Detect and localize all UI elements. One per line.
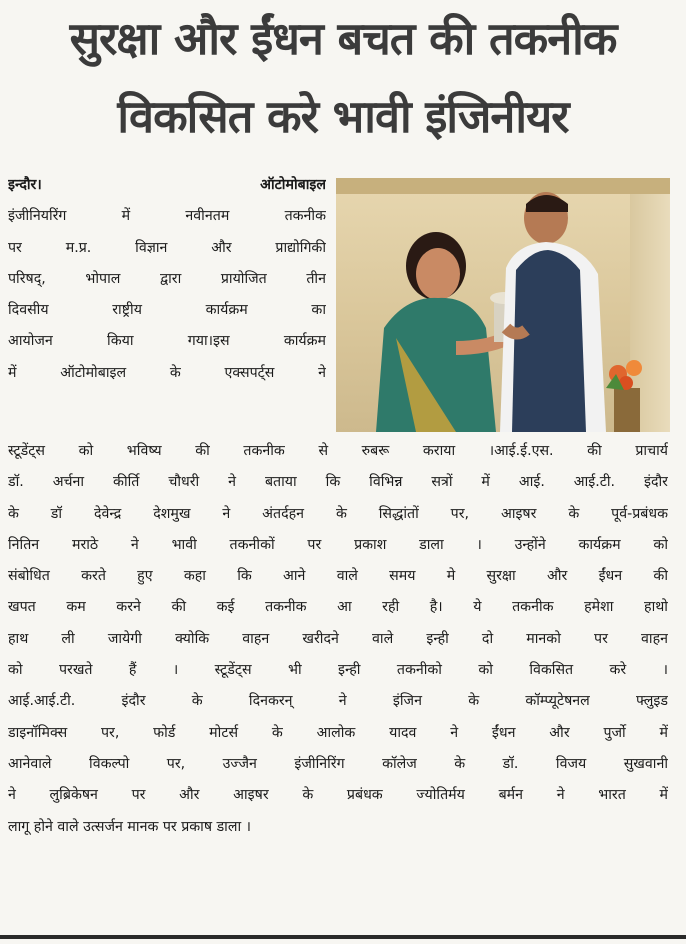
article-line: नितिन मराठे ने भावी तकनीकों पर प्रकाश डाला । उन्होंने कार्यक्रम को [8,536,668,553]
flower-vase [606,360,642,432]
article-line: डॉ. अर्चना कीर्ति चौधरी ने बताया कि विभिन्न सत्रों में आई. आई.टी. इंदौर [8,474,668,491]
bottom-rule [0,935,686,939]
article-line-last: लागू होने वाले उत्सर्जन मानक पर प्रकाष डाला । [8,818,252,835]
article-column-text [8,170,326,389]
article-line: खपत कम करने की कई तकनीक आ रही है। ये तकनीक हमेशा हाथो [8,599,668,616]
article-line: पर म.प्र. विज्ञान और प्राद्योगिकी [8,239,326,256]
article-line: आयोजन किया गया।इस कार्यक्रम [8,333,326,350]
man-figure [500,192,606,432]
article-full-text [8,436,668,843]
article-line: ने लुब्रिकेषन पर और आइषर के प्रबंधक ज्योतिर्मय बर्मन ने भारत में [8,787,668,804]
article-line: इन्दौर। ऑटोमोबाइल [8,177,326,193]
article-line: संबोधित करते हुए कहा कि आने वाले समय मे सुरक्षा और ईंधन की [8,568,668,585]
article-line: को परखते हैं । स्टूडेंट्स भी इन्ही तकनीको को विकसित करे । [8,662,668,679]
article-line: आनेवाले विकल्पो पर, उज्जैन इंजीनिरिंग कॉलेज के डॉ. विजय सुखवानी [8,755,668,772]
photo-scene [336,178,670,432]
article-line: डाइनॉमिक्स पर, फोर्ड मोटर्स के आलोक यादव ने ईंधन और पुर्जो में [8,724,668,741]
article-line: आई.आई.टी. इंदौर के दिनकरन् ने इंजिन के कॉम्प्यूटेषनल फ्लुइड [8,693,668,710]
event-photo [336,178,670,432]
article-line: के डॉ देवेन्द्र देशमुख ने अंतर्दहन के सिद्धांतों पर, आइषर के पूर्व-प्रबंधक [8,505,668,522]
article-line: दिवसीय राष्ट्रीय कार्यक्रम का [8,302,326,319]
headline-line-1: सुरक्षा और ईंधन बचत की तकनीक [69,12,617,65]
woman-figure [376,232,508,432]
article-line: में ऑटोमोबाइल के एक्सपर्ट्स ने [8,364,326,381]
headline-line-2: विकसित करे भावी इंजिनीयर [117,90,569,143]
article-line: परिषद्, भोपाल द्वारा प्रायोजित तीन [8,270,326,287]
article-line: स्टूडेंट्स को भविष्य की तकनीक से रुबरू कराया ।आई.ई.एस. की प्राचार्य [8,443,668,459]
article-line: इंजीनियरिंग में नवीनतम तकनीक [8,208,326,225]
article-line: हाथ ली जायेगी क्योकि वाहन खरीदने वाले इन्ही दो मानको पर वाहन [8,630,668,647]
